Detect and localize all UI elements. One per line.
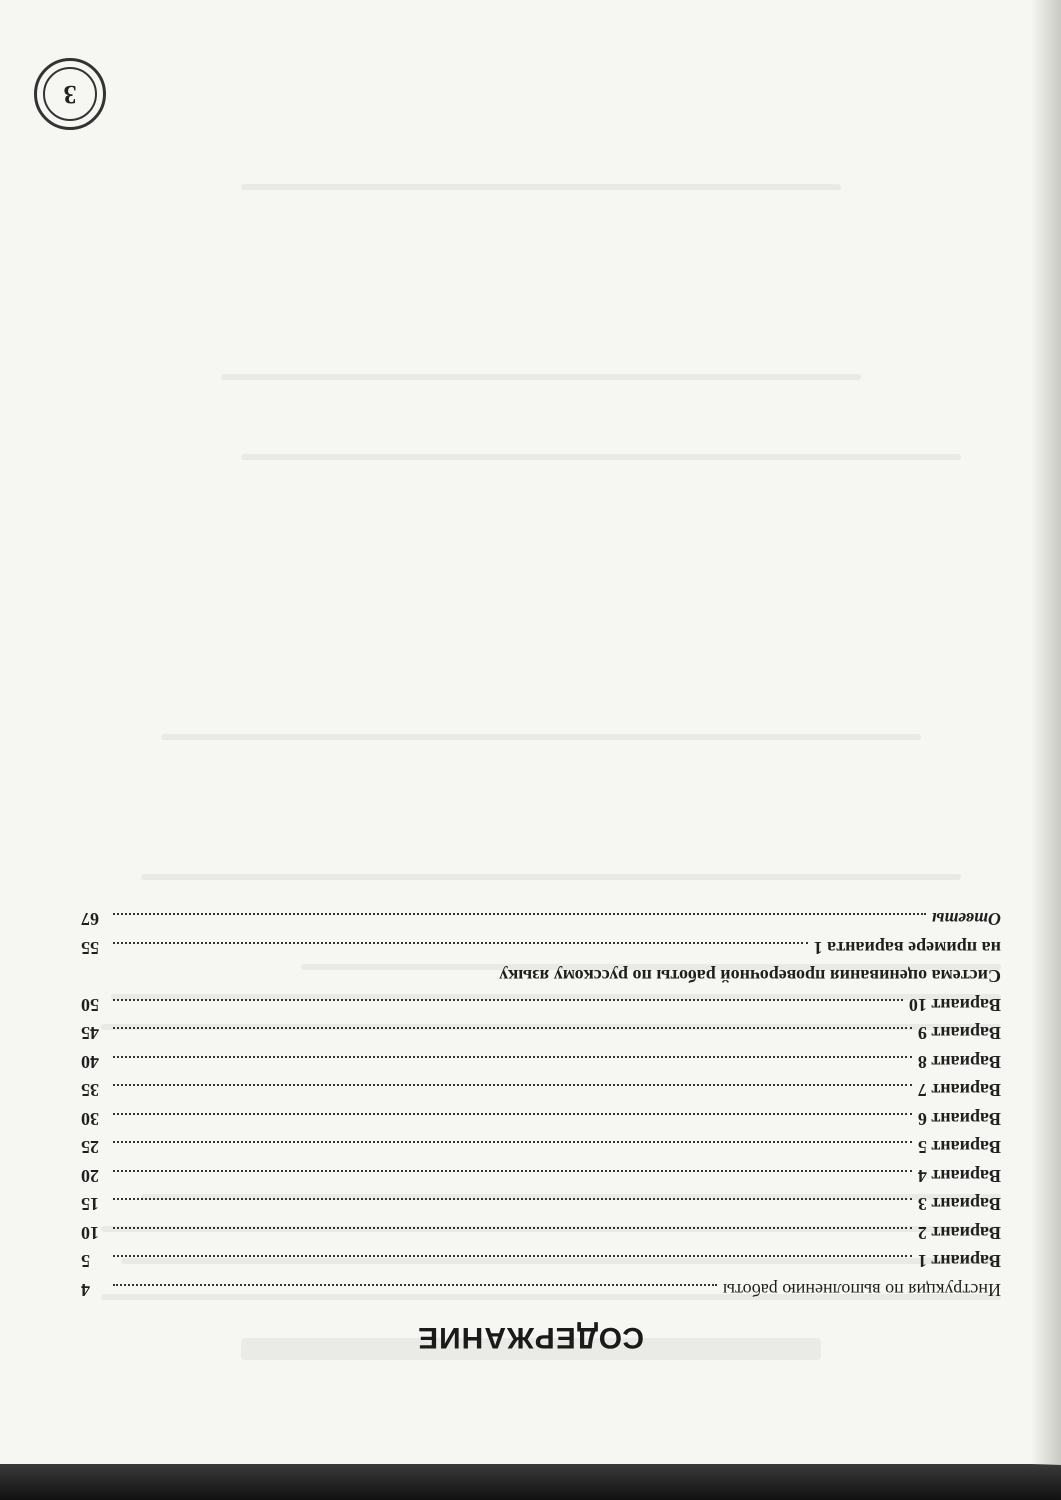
toc-entry-page: 15 bbox=[81, 1194, 99, 1215]
toc-entry-page: 20 bbox=[81, 1166, 99, 1186]
toc-entry-variant-1 bbox=[81, 1247, 1001, 1276]
toc-entry-page: 40 bbox=[81, 1052, 99, 1072]
toc-entry-label: Вариант 10 bbox=[908, 995, 1001, 1015]
toc-entry-label: Вариант 2 bbox=[917, 1223, 1001, 1243]
page-number-badge bbox=[34, 58, 106, 130]
toc-section-heading: Система оценивания проверочной работы по русскому языку bbox=[499, 966, 1001, 987]
bleed-through-line bbox=[141, 874, 961, 880]
toc-entry-instruction bbox=[81, 1276, 1001, 1305]
toc-entry-label: Вариант 6 bbox=[917, 1109, 1001, 1129]
toc-entry-page: 55 bbox=[81, 938, 99, 958]
toc-entry-variant-2 bbox=[81, 1219, 1001, 1248]
toc-leader-dots bbox=[113, 1056, 912, 1058]
bleed-through-line bbox=[241, 184, 841, 190]
bleed-through-line bbox=[161, 734, 921, 740]
toc-entry-label: Вариант 3 bbox=[917, 1194, 1001, 1215]
toc-leader-dots bbox=[113, 914, 926, 916]
toc-leader-dots bbox=[113, 1113, 912, 1115]
toc-entry-answers bbox=[81, 905, 1001, 934]
toc-leader-dots bbox=[113, 1256, 912, 1258]
toc-entry-variant-6 bbox=[81, 1105, 1001, 1134]
toc-entry-variant-9 bbox=[81, 1019, 1001, 1048]
toc-leader-dots bbox=[113, 1170, 912, 1172]
toc-entry-variant-4 bbox=[81, 1162, 1001, 1191]
toc-entry-label: на примере варианта 1 bbox=[813, 938, 1001, 958]
toc-entry-variant-7 bbox=[81, 1076, 1001, 1105]
toc-entry-label: Вариант 5 bbox=[917, 1137, 1001, 1158]
toc-leader-dots bbox=[113, 1199, 912, 1201]
toc-leader-dots bbox=[113, 1284, 717, 1286]
toc-entry-label: Ответы bbox=[931, 909, 1001, 930]
toc-leader-dots bbox=[113, 1227, 912, 1229]
toc-entry-label: Вариант 7 bbox=[917, 1080, 1001, 1101]
toc-entry-page: 50 bbox=[81, 995, 99, 1015]
toc-leader-dots bbox=[113, 1028, 912, 1030]
toc-entry-label: Вариант 4 bbox=[917, 1166, 1001, 1186]
bleed-through-line bbox=[221, 374, 861, 380]
toc-entry-page: 35 bbox=[81, 1080, 99, 1101]
toc-entry-page: 67 bbox=[81, 909, 99, 930]
toc-leader-dots bbox=[113, 942, 808, 944]
toc-entry-variant-5 bbox=[81, 1133, 1001, 1162]
table-of-contents bbox=[81, 905, 1001, 1304]
toc-leader-dots bbox=[113, 1142, 912, 1144]
toc-entry-page: 30 bbox=[81, 1109, 99, 1129]
toc-entry-variant-3 bbox=[81, 1190, 1001, 1219]
toc-entry-page: 25 bbox=[81, 1137, 99, 1158]
toc-entry-page: 4 bbox=[81, 1280, 90, 1300]
toc-entry-label: Вариант 9 bbox=[917, 1023, 1001, 1044]
toc-entry-variant-8 bbox=[81, 1048, 1001, 1077]
toc-leader-dots bbox=[113, 1085, 912, 1087]
toc-entry-page: 45 bbox=[81, 1023, 99, 1044]
page-number: 3 bbox=[63, 80, 77, 109]
toc-leader-dots bbox=[113, 999, 903, 1001]
toc-entry-page: 10 bbox=[81, 1223, 99, 1243]
bleed-through-line bbox=[241, 454, 961, 460]
toc-entry-system bbox=[81, 934, 1001, 963]
toc-entry-label: Вариант 1 bbox=[917, 1251, 1001, 1272]
toc-entry-label: Вариант 8 bbox=[917, 1052, 1001, 1072]
toc-entry-page: 5 bbox=[81, 1251, 90, 1272]
toc-entry-label: Инструкция по выполнению работы bbox=[722, 1280, 1001, 1300]
toc-title: СОДЕРЖАНИЕ bbox=[417, 1321, 644, 1354]
toc-entry-variant-10 bbox=[81, 991, 1001, 1020]
